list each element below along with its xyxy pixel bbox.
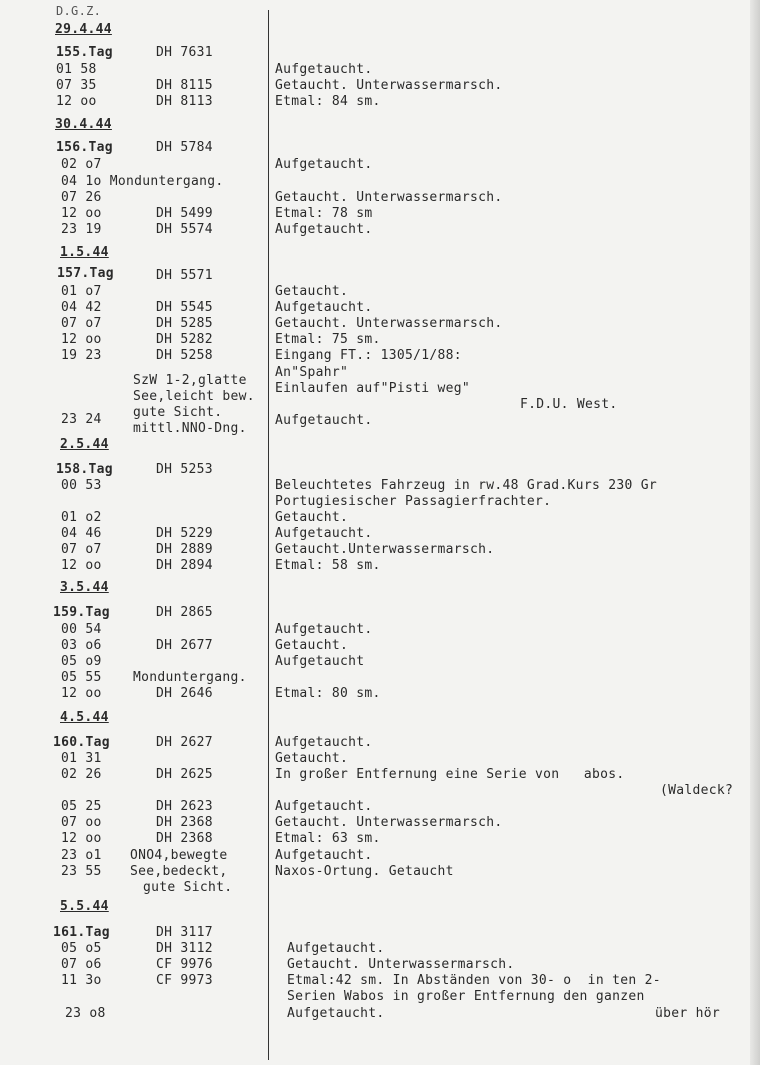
diary-line: Beleuchtetes Fahrzeug in rw.48 Grad.Kurs 230 Gr	[275, 478, 657, 493]
day-number: 161.Tag	[53, 925, 110, 940]
diary-line: Portugiesischer Passagierfrachter.	[275, 494, 552, 509]
day-number: 158.Tag	[56, 462, 113, 477]
diary-line: DH 2646	[156, 686, 213, 701]
diary-line: DH 2368	[156, 815, 213, 830]
diary-line: DH 8113	[156, 94, 213, 109]
diary-line: Aufgetaucht.	[275, 413, 373, 428]
diary-line: Aufgetaucht.	[287, 941, 385, 956]
diary-line: Getaucht.	[275, 510, 349, 525]
diary-line: Aufgetaucht.	[275, 222, 373, 237]
diary-line: 05 55	[61, 670, 102, 685]
diary-line: 07 o7	[61, 316, 102, 331]
date-heading: 2.5.44	[60, 437, 109, 452]
diary-line: 01 31	[61, 751, 102, 766]
diary-line: 01 o2	[61, 510, 102, 525]
day-number: 159.Tag	[53, 605, 110, 620]
diary-line: 04 46	[61, 526, 102, 541]
date-heading: 3.5.44	[60, 580, 109, 595]
diary-line: Etmal: 63 sm.	[275, 831, 381, 846]
diary-line: 02 o7	[61, 157, 102, 172]
diary-line: Etmal: 78 sm	[275, 206, 373, 221]
diary-line: See,leicht bew.	[133, 389, 255, 404]
diary-line: 12 oo	[61, 558, 102, 573]
diary-line: DH 3117	[156, 925, 213, 940]
diary-line: DH 5285	[156, 316, 213, 331]
diary-line: 04 42	[61, 300, 102, 315]
diary-line: gute Sicht.	[133, 405, 223, 420]
diary-line: DH 5545	[156, 300, 213, 315]
diary-line: DH 5258	[156, 348, 213, 363]
diary-line: 07 o7	[61, 542, 102, 557]
page-header: D.G.Z.	[56, 4, 102, 18]
diary-line: Getaucht. Unterwassermarsch.	[275, 815, 503, 830]
diary-line: 02 26	[61, 767, 102, 782]
diary-line: Getaucht.	[275, 638, 349, 653]
diary-line: 00 54	[61, 622, 102, 637]
diary-line: Etmal: 58 sm.	[275, 558, 381, 573]
diary-line: Monduntergang.	[133, 670, 247, 685]
diary-line: ONO4,bewegte	[130, 848, 228, 863]
diary-line: Serien Wabos in großer Entfernung den ganzen	[287, 989, 645, 1004]
diary-line: 12 oo	[61, 686, 102, 701]
diary-line: (Waldeck?	[660, 783, 734, 798]
diary-line: 07 oo	[61, 815, 102, 830]
diary-line: Getaucht. Unterwassermarsch.	[275, 190, 503, 205]
diary-line: 11 3o	[61, 973, 102, 988]
diary-line: 00 53	[61, 478, 102, 493]
diary-line: F.D.U. West.	[520, 397, 618, 412]
diary-line: Aufgetaucht.	[275, 526, 373, 541]
day-number: 160.Tag	[53, 735, 110, 750]
diary-line: Aufgetaucht.	[275, 622, 373, 637]
diary-line: DH 8115	[156, 78, 213, 93]
diary-line: DH 2627	[156, 735, 213, 750]
diary-line: DH 2894	[156, 558, 213, 573]
diary-line: DH 2625	[156, 767, 213, 782]
diary-line: DH 5784	[156, 140, 213, 155]
diary-line: DH 2368	[156, 831, 213, 846]
day-number: 156.Tag	[56, 140, 113, 155]
diary-line: 05 o5	[61, 941, 102, 956]
column-divider	[268, 10, 269, 1060]
date-heading: 30.4.44	[55, 117, 112, 132]
diary-line: 12 oo	[56, 94, 97, 109]
diary-line: Etmal: 75 sm.	[275, 332, 381, 347]
diary-line: Naxos-Ortung. Getaucht	[275, 864, 454, 879]
diary-line: DH 7631	[156, 45, 213, 60]
diary-line: Aufgetaucht	[275, 654, 365, 669]
diary-line: Einlaufen auf"Pisti weg"	[275, 381, 471, 396]
diary-line: 05 25	[61, 799, 102, 814]
diary-line: 01 58	[56, 62, 97, 77]
diary-line: CF 9973	[156, 973, 213, 988]
diary-line: Etmal:42 sm. In Abständen von 30- o in ten 2-	[287, 973, 661, 988]
diary-line: Aufgetaucht.	[275, 62, 373, 77]
diary-line: Getaucht. Unterwassermarsch.	[275, 316, 503, 331]
diary-line: An"Spahr"	[275, 365, 349, 380]
diary-line: DH 5499	[156, 206, 213, 221]
diary-line: Eingang FT.: 1305/1/88:	[275, 348, 462, 363]
diary-line: Getaucht.Unterwassermarsch.	[275, 542, 495, 557]
diary-line: DH 5571	[156, 268, 213, 283]
date-heading: 4.5.44	[60, 710, 109, 725]
diary-line: DH 5253	[156, 462, 213, 477]
date-heading: 5.5.44	[60, 899, 109, 914]
diary-line: DH 2623	[156, 799, 213, 814]
date-heading: 29.4.44	[55, 22, 112, 37]
diary-line: 12 oo	[61, 332, 102, 347]
diary-line: Etmal: 84 sm.	[275, 94, 381, 109]
diary-line: DH 2677	[156, 638, 213, 653]
diary-line: 23 19	[61, 222, 102, 237]
diary-line: Getaucht. Unterwassermarsch.	[275, 78, 503, 93]
diary-line: 23 55	[61, 864, 102, 879]
diary-line: Aufgetaucht.	[275, 157, 373, 172]
diary-line: Aufgetaucht.	[275, 735, 373, 750]
diary-line: 07 26	[61, 190, 102, 205]
diary-line: Getaucht.	[275, 751, 349, 766]
diary-line: gute Sicht.	[143, 880, 233, 895]
diary-line: DH 2889	[156, 542, 213, 557]
page-edge-shadow	[750, 0, 760, 1065]
diary-line: 23 24	[61, 412, 102, 427]
diary-line: CF 9976	[156, 957, 213, 972]
diary-line: 12 oo	[61, 831, 102, 846]
diary-line: 23 o1	[61, 848, 102, 863]
diary-line: 01 o7	[61, 284, 102, 299]
diary-line: DH 5282	[156, 332, 213, 347]
diary-line: See,bedeckt,	[130, 864, 228, 879]
diary-line: 19 23	[61, 348, 102, 363]
diary-line: Aufgetaucht.	[287, 1006, 385, 1021]
diary-line: Getaucht.	[275, 284, 349, 299]
diary-line: Aufgetaucht.	[275, 799, 373, 814]
diary-line: SzW 1-2,glatte	[133, 373, 247, 388]
diary-line: In großer Entfernung eine Serie von abos.	[275, 767, 625, 782]
diary-line: DH 5574	[156, 222, 213, 237]
diary-line: Getaucht. Unterwassermarsch.	[287, 957, 515, 972]
diary-line: Etmal: 80 sm.	[275, 686, 381, 701]
diary-line: 05 o9	[61, 654, 102, 669]
diary-line: DH 3112	[156, 941, 213, 956]
diary-line: DH 2865	[156, 605, 213, 620]
day-number: 157.Tag	[57, 266, 114, 281]
diary-line: 04 1o Monduntergang.	[61, 174, 224, 189]
diary-line: 03 o6	[61, 638, 102, 653]
diary-line: Aufgetaucht.	[275, 848, 373, 863]
diary-line: 07 o6	[61, 957, 102, 972]
diary-line: Aufgetaucht.	[275, 300, 373, 315]
diary-line: 07 35	[56, 78, 97, 93]
diary-line: 12 oo	[61, 206, 102, 221]
diary-line: mittl.NNO-Dng.	[133, 421, 247, 436]
day-number: 155.Tag	[56, 45, 113, 60]
date-heading: 1.5.44	[60, 245, 109, 260]
diary-line: über hör	[655, 1006, 721, 1021]
diary-line: 23 o8	[65, 1006, 106, 1021]
diary-line: DH 5229	[156, 526, 213, 541]
